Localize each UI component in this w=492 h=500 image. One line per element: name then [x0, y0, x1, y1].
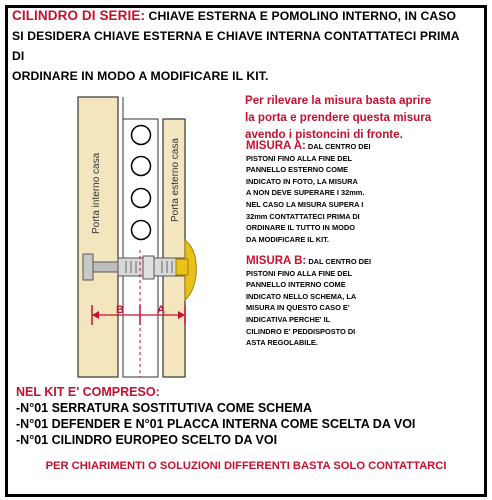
piston-1 [132, 126, 151, 145]
door-top-edge [118, 97, 163, 119]
misura-b-line-0-text: DAL CENTRO DEI [306, 257, 372, 266]
inner-door-panel [78, 97, 118, 377]
kit-title: NEL KIT E' COMPRESO: [16, 385, 160, 399]
misura-b-line-7: ASTA REGOLABILE. [246, 338, 318, 348]
misura-b-line-3: INDICATO NELLO SCHEMA, LA [246, 291, 357, 301]
misura-a-line-0-text: DAL CENTRO DEI [305, 142, 371, 151]
misura-a-line-2: PANNELLO ESTERNO COME [246, 165, 349, 175]
label-inner-door: Porta interno casa [91, 152, 102, 234]
header-title: CILINDRO DI SERIE: [12, 8, 146, 23]
piston-3 [132, 189, 151, 208]
measure-note-line-3: avendo i pistoncini di fronte. [245, 128, 403, 141]
dim-label-a: A [157, 304, 165, 316]
misura-b-title: MISURA B: [246, 255, 307, 267]
misura-a-line-4: A NON DEVE SUPERARE I 32mm. [246, 188, 365, 198]
knob-handle [83, 254, 93, 280]
dim-label-b: B [116, 304, 124, 316]
kit-contents [16, 384, 486, 448]
misura-a-line-6: 32mm CONTATTATECI PRIMA DI [246, 211, 360, 221]
kit-item-2: -N°01 DEFENDER E N°01 PLACCA INTERNA COME SCELTA DA VOI [16, 417, 416, 431]
misura-b-line-5: INDICATIVA PERCHE' IL [246, 314, 331, 324]
cylinder-cam [143, 256, 154, 279]
piston-2 [132, 157, 151, 176]
misura-b-line-4: MISURA IN QUESTO CASO E' [246, 303, 350, 313]
kit-item-3: -N°01 CILINDRO EUROPEO SCELTO DA VOI [16, 433, 278, 447]
footer-contact-note: PER CHIARIMENTI O SOLUZIONI DIFFERENTI BASTA SOLO CONTATTARCI [45, 460, 447, 472]
header-line-1-rest: CHIAVE ESTERNA E POMOLINO INTERNO, IN CASO [145, 9, 457, 23]
misura-a-line-7: ORDINARE IL TUTTO IN MODO [246, 223, 355, 233]
misura-a-line-1: PISTONI FINO ALLA FINE DEL [246, 153, 353, 163]
misura-b-line-6: CILINDRO E' PEDDISPOSTO DI [246, 326, 356, 336]
label-outer-door: Porta esterno casa [170, 138, 181, 222]
misura-b-line-2: PANNELLO INTERNO COME [246, 280, 346, 290]
misura-a-title: MISURA A: [246, 140, 306, 152]
misura-a-line-3: INDICATO IN FOTO, LA MISURA [246, 176, 358, 186]
measure-note-line-1: Per rilevare la misura basta aprire [245, 94, 432, 107]
piston-4 [132, 221, 151, 240]
kit-item-1: -N°01 SERRATURA SOSTITUTIVA COME SCHEMA [16, 401, 312, 415]
misura-a-line-5: NEL CASO LA MISURA SUPERA I [246, 199, 364, 209]
measure-note-line-2: la porta e prendere questa misura [245, 111, 432, 124]
cylinder-brass-tip [176, 259, 188, 275]
misura-b-line-1: PISTONI FINO ALLA FINE DEL [246, 268, 353, 278]
knob-shaft [92, 262, 118, 272]
misura-a-line-8: DA MODIFICARE IL KIT. [246, 234, 329, 244]
header-line-2: SI DESIDERA CHIAVE ESTERNA E CHIAVE INTERNA CONTATTATECI PRIMA DI [12, 29, 460, 63]
header-line-3: ORDINARE IN MODO A MODIFICARE IL KIT. [12, 69, 269, 83]
